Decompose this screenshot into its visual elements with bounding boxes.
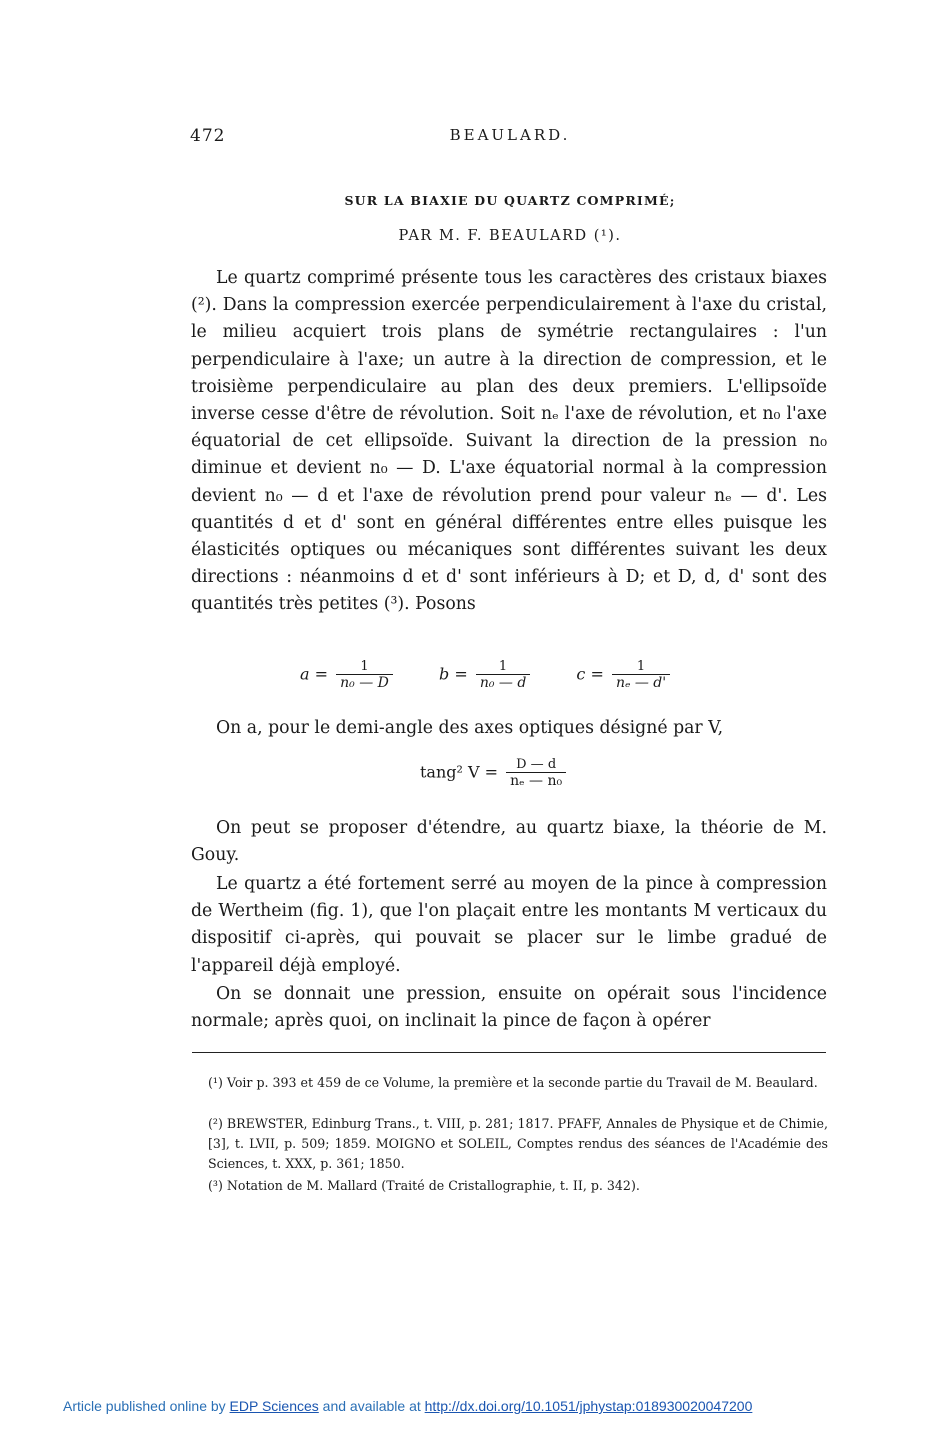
- paragraph-intro: Le quartz comprimé présente tous les caractères des cristaux biaxes (²). Dans la compression exercée perpendiculairement à l'axe du cristal, le milieu acquiert trois plans de symétrie rectangulaires : l'un perpendiculaire à l'axe; un autre à la direction de compression, et le troisième perpendiculaire au plan des deux premiers. L'ellipsoïde inverse cesse d'être de révolution. Soit nₑ l'axe de révolution, et n₀ l'axe équatorial de cet ellipsoïde. Suivant la direction de la pression n₀ diminue et devient n₀ — D. L'axe équatorial normal à la compression devient n₀ — d et l'axe de révolution prend pour valeur nₑ — d'. Les quantités d et d' sont en général différentes entre elles puisque les élasticités optiques ou mécaniques sont différentes suivant les deux directions : néanmoins d et d' sont inférieurs à D; et D, d, d' sont des quantités très petites (³). Posons: [191, 268, 827, 615]
- paragraph-gouy: On peut se proposer d'étendre, au quartz biaxe, la théorie de M. Gouy.: [191, 818, 827, 866]
- publication-notice: Article published online by EDP Sciences and available at http://dx.doi.org/10.1051/jphystap:018930020047200: [63, 1398, 753, 1414]
- footnote-2: (²) BREWSTER, Edinburg Trans., t. VIII, p. 281; 1817. PFAFF, Annales de Physique et de Chimie, [3], t. LVII, p. 509; 1859. MOIGNO et SOLEIL, Comptes rendus des séances de l'Académie des Sciences, t. XXX, p. 361; 1850.: [208, 1116, 828, 1171]
- equation-b: b = $\frac{1}{\text{n₀ — d}}$: [439, 659, 533, 691]
- footnote-3: (³) Notation de M. Mallard (Traité de Cristallographie, t. II, p. 342).: [208, 1178, 640, 1193]
- page-number: 472: [190, 126, 226, 146]
- equation-a: a = $\frac{1}{\text{n₀ — D}}$: [300, 659, 396, 691]
- paragraph-optic-angle: On a, pour le demi-angle des axes optiques désigné par V,: [216, 718, 724, 738]
- doi-link[interactable]: http://dx.doi.org/10.1051/jphystap:018930020047200: [424, 1398, 753, 1414]
- tangent-equation: tang² V = $\frac{D — d}{\text{nₑ — n₀}}$: [420, 757, 569, 789]
- paragraph-pressure: On se donnait une pression, ensuite on opérait sous l'incidence normale; après quoi, on inclinait la pince de façon à opérer: [191, 984, 827, 1032]
- running-title: BEAULARD.: [449, 126, 571, 144]
- equation-c: c = $\frac{1}{\text{nₑ — d'}}$: [576, 659, 673, 691]
- footnote-1: (¹) Voir p. 393 et 459 de ce Volume, la première et la seconde partie du Travail de M. Beaulard.: [208, 1075, 818, 1090]
- footnote-divider: [192, 1052, 826, 1053]
- paragraph-wertheim: Le quartz a été fortement serré au moyen de la pince à compression de Wertheim (fig. 1), que l'on plaçait entre les montants M verticaux du dispositif ci-après, qui pouvait se placer sur le limbe gradué de l'appareil déjà employé.: [191, 874, 827, 976]
- fraction-b: $\frac{1}{\text{n₀ — d}}$: [476, 659, 531, 691]
- running-header: [190, 126, 830, 148]
- definitions-equation: [300, 659, 740, 691]
- fraction-c: $\frac{1}{\text{nₑ — d'}}$: [612, 659, 670, 691]
- article-author: PAR M. F. BEAULARD (¹).: [398, 228, 622, 244]
- fraction-tangent: $\frac{D — d}{\text{nₑ — n₀}}$: [506, 757, 566, 789]
- publisher-link[interactable]: EDP Sciences: [229, 1398, 319, 1414]
- fraction-a: $\frac{1}{\text{n₀ — D}}$: [336, 659, 393, 691]
- article-title: SUR LA BIAXIE DU QUARTZ COMPRIMÉ;: [344, 193, 676, 208]
